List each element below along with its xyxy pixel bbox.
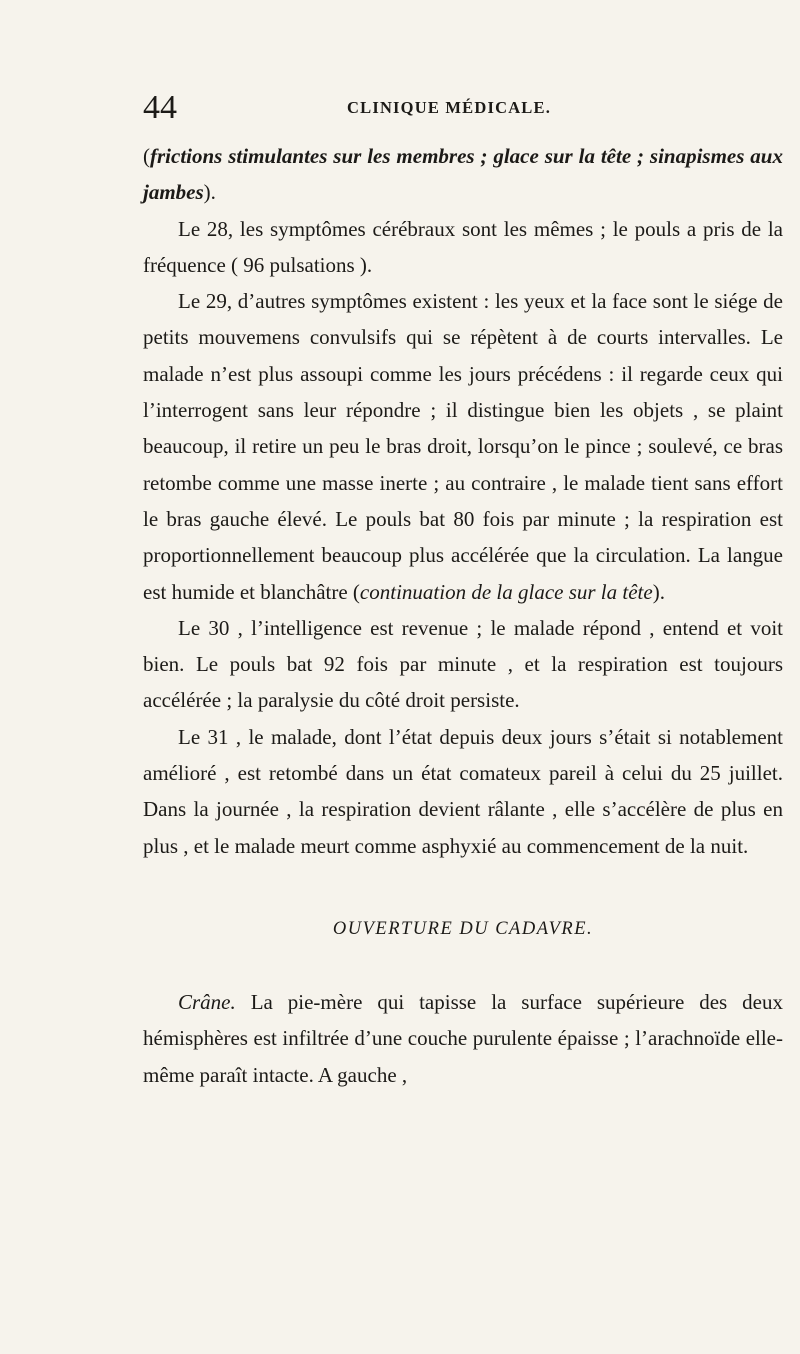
page-number: 44 xyxy=(143,89,177,126)
body-text xyxy=(143,138,783,1093)
treatment-note: frictions stimulantes sur les membres ; glace sur la tête ; sinapismes aux jambes xyxy=(143,144,783,205)
paragraph-day-31: Le 31 , le malade, dont l’état depuis deux jours s’était si notablement amélioré , est retombé dans un état comateux pareil à celui du 25 juillet. Dans la journée , la respiration devient râlante , elle s’accélère de plus en plus , et le malade meurt comme asphyxié au commencement de la nuit. xyxy=(143,724,783,858)
section-title: OUVERTURE DU CADAVRE. xyxy=(332,918,594,939)
paragraph-day-30: Le 30 , l’intelligence est revenue ; le malade répond , entend et voit bien. Le pouls bat 92 fois par minute , et la respiration est toujours accélérée ; la paralysie du côté droit persiste. xyxy=(143,615,783,713)
paragraph-day-28: Le 28, les symptômes cérébraux sont les mêmes ; le pouls a pris de la fréquence ( 96 pulsations ). xyxy=(143,216,783,277)
paren-close: ). xyxy=(203,180,216,205)
paragraph-crane xyxy=(143,984,783,1093)
day-29-italic-note: continuation de la glace sur la tête xyxy=(359,579,653,604)
paragraph-treatment xyxy=(143,138,783,211)
page-header xyxy=(143,88,783,128)
crane-text: La pie-mère qui tapisse la surface supérieure des deux hémisphères est infiltrée d’une couche purulente épaisse ; l’arachnoïde elle-même paraît intacte. A gauche , xyxy=(143,989,783,1087)
crane-lead: Crâne. xyxy=(178,989,236,1014)
paragraph-day-29 xyxy=(143,283,783,610)
day-29-close: ). xyxy=(652,579,665,604)
running-head: CLINIQUE MÉDICALE. xyxy=(347,98,552,117)
paren-open: ( xyxy=(143,144,150,168)
day-29-text: Le 29, d’autres symptômes existent : les yeux et la face sont le siége de petits mouvemens convulsifs qui se répètent à de courts intervalles. Le malade n’est plus assoupi comme les jours précédens : il regarde ceux qui l’interrogent sans leur répondre ; il distingue bien les objets , se plaint beaucoup, il retire un peu le bras droit, lorsqu’on le pince ; soulevé, ce bras retombe comme une masse inerte ; au contraire , le malade tient sans effort le bras gauche élevé. Le pouls bat 80 fois par minute ; la respiration est proportionnellement beaucoup plus accélérée que la circulation. La langue est humide et blanchâtre ( xyxy=(143,289,783,604)
